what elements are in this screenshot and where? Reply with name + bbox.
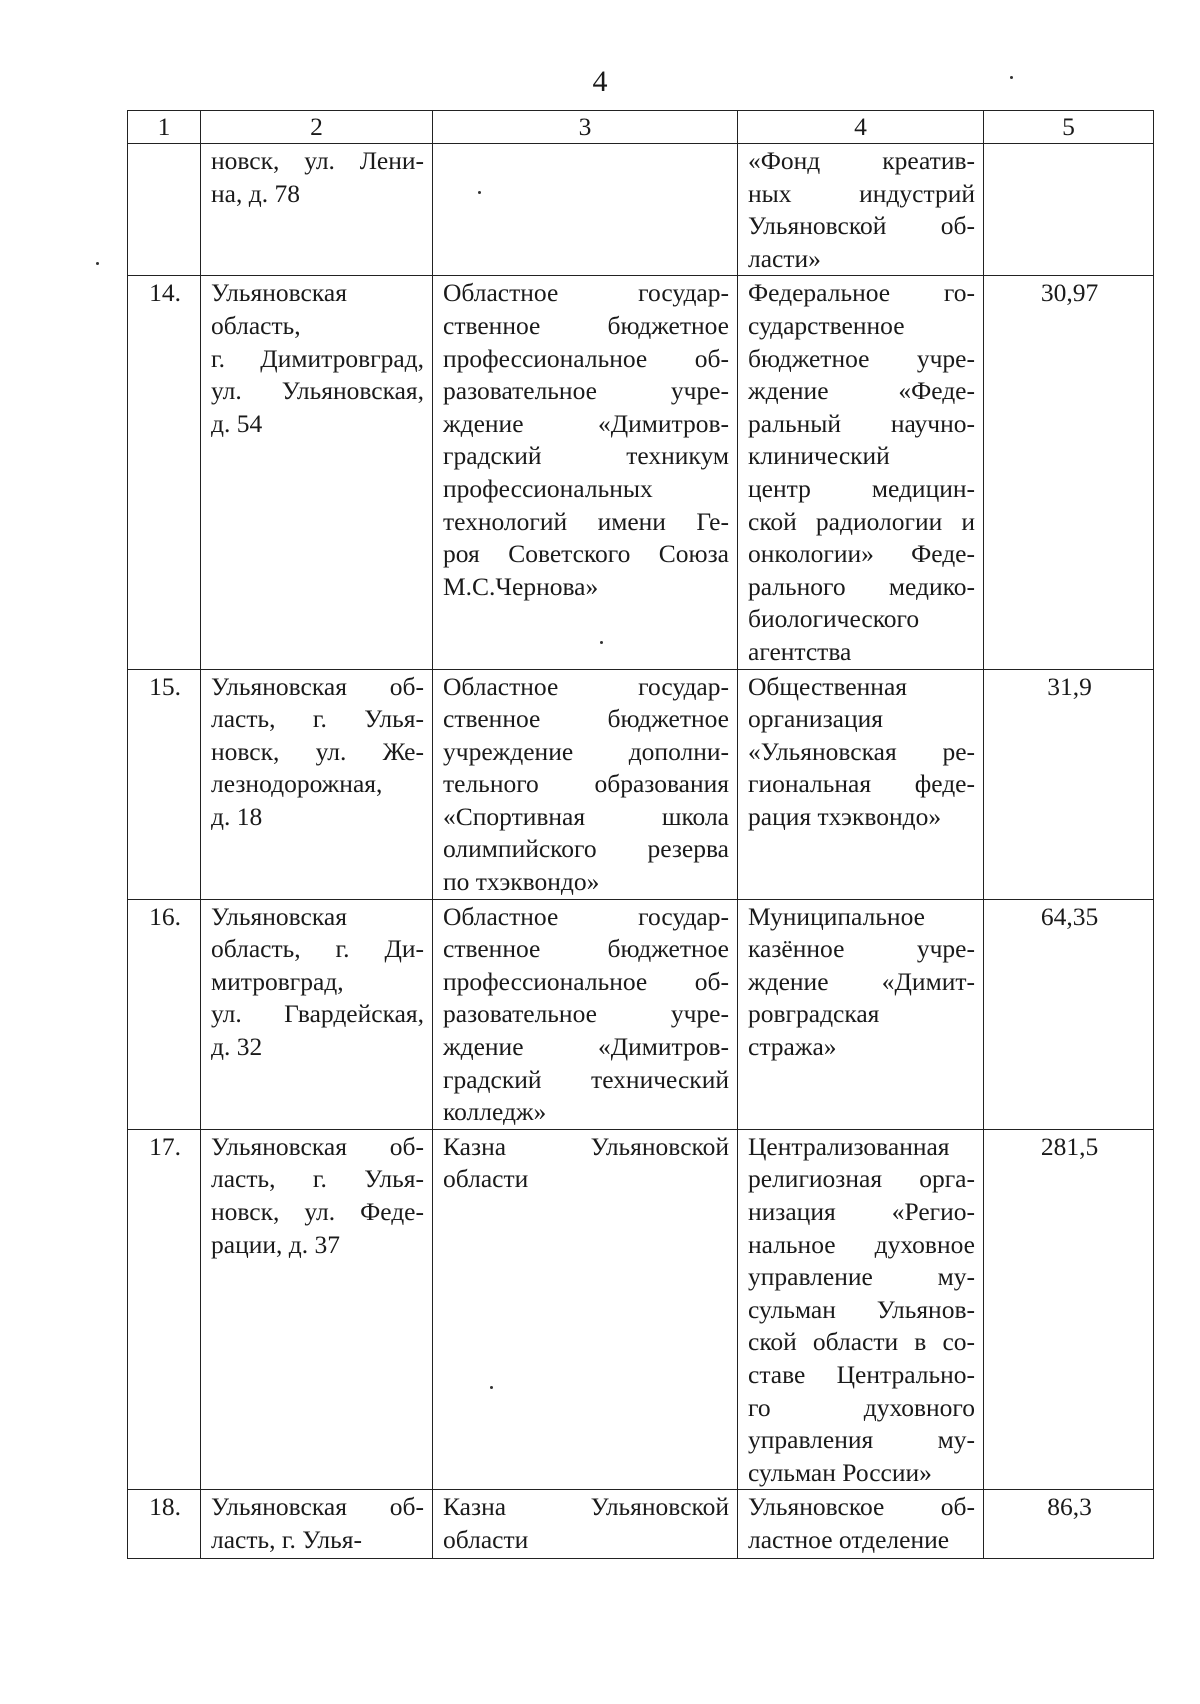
cell-text-line: новск, ул. Лени- xyxy=(211,146,424,175)
cell-text-line: Общественная xyxy=(748,671,907,701)
cell-text-line: Областное государ- xyxy=(443,901,729,931)
cell-text-line: сударственное xyxy=(748,310,905,340)
cell-text-line: «Фонд креатив- xyxy=(748,146,975,175)
cell-text-line: «Ульяновская ре- xyxy=(748,736,975,766)
cell-text-line: Областное государ- xyxy=(443,278,729,308)
cell-text-line: ждение «Димитров- xyxy=(443,408,729,438)
cell-text-line: управление му- xyxy=(748,1262,975,1292)
cell-text-line: «Спортивная школа xyxy=(443,801,729,831)
table-body xyxy=(128,144,1154,1559)
row-number: 18. xyxy=(149,1492,181,1522)
cell-text-line: д. 32 xyxy=(211,1032,263,1062)
cell-text-line: ных индустрий xyxy=(748,178,975,208)
cell-text-line: ждение «Димитров- xyxy=(443,1032,729,1062)
cell-text-line: ственное бюджетное xyxy=(443,934,729,964)
cell-text-line: Областное государ- xyxy=(443,671,729,701)
recipient-cell xyxy=(738,144,984,276)
cell-text-line: агентства xyxy=(748,636,852,666)
row-number: 14. xyxy=(149,278,181,308)
address-cell xyxy=(201,276,433,669)
holder-cell xyxy=(433,669,738,899)
area-value: 86,3 xyxy=(1047,1492,1092,1522)
cell-text-line: по тхэквондо» xyxy=(443,867,600,897)
column-header: 1 xyxy=(128,111,201,144)
cell-text-line: управления му- xyxy=(748,1425,975,1455)
recipient-cell xyxy=(738,899,984,1129)
cell-text-line: ул. Гвардейская, xyxy=(211,999,424,1029)
column-header: 4 xyxy=(738,111,984,144)
cell-text-line: ральный научно- xyxy=(748,408,975,438)
cell-text-line: ственное бюджетное xyxy=(443,704,729,734)
cell-text-line: Ульяновское об- xyxy=(748,1492,975,1522)
recipient-cell xyxy=(738,669,984,899)
address-cell xyxy=(201,1129,433,1490)
cell-text-line: Федеральное го- xyxy=(748,278,975,308)
cell-text-line: ласть, г. Улья- xyxy=(211,704,424,734)
cell-text-line: организация xyxy=(748,704,883,734)
row-number-cell xyxy=(128,1490,201,1559)
row-number-cell xyxy=(128,1129,201,1490)
cell-text-line: разовательное учре- xyxy=(443,376,729,406)
cell-text-line: ждение «Димит- xyxy=(748,966,975,996)
cell-text-line: области xyxy=(443,1164,529,1194)
cell-text-line: сульман Ульянов- xyxy=(748,1294,975,1324)
cell-text-line: новск, ул. Же- xyxy=(211,736,424,766)
cell-text-line: ластное отделение xyxy=(748,1524,950,1554)
cell-text-line: ской радиологии и xyxy=(748,506,975,536)
table-header-row xyxy=(128,111,1154,144)
table-row xyxy=(128,669,1154,899)
table-row xyxy=(128,276,1154,669)
row-number: 16. xyxy=(149,901,181,931)
area-cell xyxy=(984,276,1154,669)
table-row xyxy=(128,1129,1154,1490)
area-value: 31,9 xyxy=(1047,671,1092,701)
cell-text-line: ровградская xyxy=(748,999,880,1029)
cell-text-line: олимпийского резерва xyxy=(443,834,729,864)
address-cell xyxy=(201,669,433,899)
row-number-cell xyxy=(128,276,201,669)
cell-text-line: рации, д. 37 xyxy=(211,1229,340,1259)
recipient-cell xyxy=(738,276,984,669)
cell-text-line: М.С.Чернова» xyxy=(443,571,599,601)
row-number-cell xyxy=(128,144,201,276)
holder-cell xyxy=(433,1129,738,1490)
property-table xyxy=(127,110,1154,1559)
cell-text-line: д. 54 xyxy=(211,408,263,438)
cell-text-line: д. 18 xyxy=(211,801,263,831)
table-row xyxy=(128,899,1154,1129)
cell-text-line: Ульяновская об- xyxy=(211,1131,424,1161)
cell-text-line: учреждение дополни- xyxy=(443,736,729,766)
cell-text-line: Ульяновская об- xyxy=(211,1492,424,1522)
area-cell xyxy=(984,899,1154,1129)
column-header: 2 xyxy=(201,111,433,144)
cell-text-line: ласти» xyxy=(748,243,821,273)
holder-cell xyxy=(433,1490,738,1559)
cell-text-line: стража» xyxy=(748,1032,837,1062)
cell-text-line: колледж» xyxy=(443,1097,547,1127)
cell-text-line: митровград, xyxy=(211,966,344,996)
area-value: 281,5 xyxy=(1040,1131,1099,1161)
cell-text-line: ласть, г. Улья- xyxy=(211,1524,362,1554)
area-cell xyxy=(984,1129,1154,1490)
cell-text-line: ждение «Феде- xyxy=(748,376,975,406)
cell-text-line: рального медико- xyxy=(748,571,975,601)
cell-text-line: ласть, г. Улья- xyxy=(211,1164,424,1194)
row-number-cell xyxy=(128,669,201,899)
holder-cell xyxy=(433,276,738,669)
cell-text-line: ственное бюджетное xyxy=(443,310,729,340)
cell-text-line: тельного образования xyxy=(443,769,729,799)
recipient-cell xyxy=(738,1129,984,1490)
holder-cell xyxy=(433,899,738,1129)
cell-text-line: г. Димитровград, xyxy=(211,343,424,373)
address-cell xyxy=(201,144,433,276)
cell-text-line: области xyxy=(443,1524,529,1554)
cell-text-line: го духовного xyxy=(748,1392,975,1422)
area-cell xyxy=(984,1490,1154,1559)
cell-text-line: ской области в со- xyxy=(748,1327,975,1357)
page-number: 4 xyxy=(592,65,608,98)
area-cell xyxy=(984,144,1154,276)
cell-text-line: область, xyxy=(211,310,301,340)
cell-text-line: Муниципальное xyxy=(748,901,925,931)
table-row xyxy=(128,1490,1154,1559)
scan-speck xyxy=(1010,76,1013,79)
scan-speck xyxy=(96,262,99,265)
cell-text-line: ул. Ульяновская, xyxy=(211,376,424,406)
cell-text-line: казённое учре- xyxy=(748,934,975,964)
address-cell xyxy=(201,899,433,1129)
area-cell xyxy=(984,669,1154,899)
area-value: 30,97 xyxy=(1040,278,1099,308)
cell-text-line: Казна Ульяновской xyxy=(443,1492,729,1522)
cell-text-line: Ульяновской об- xyxy=(748,211,975,241)
cell-text-line: биологического xyxy=(748,604,920,634)
cell-text-line: гиональная феде- xyxy=(748,769,975,799)
cell-text-line: Централизованная xyxy=(748,1131,950,1161)
cell-text-line: рация тхэквондо» xyxy=(748,801,942,831)
cell-text-line: область, г. Ди- xyxy=(211,934,424,964)
cell-text-line: градский техникум xyxy=(443,441,729,471)
cell-text-line: нальное духовное xyxy=(748,1229,975,1259)
cell-text-line: профессиональное об- xyxy=(443,966,729,996)
cell-text-line: профессиональное об- xyxy=(443,343,729,373)
cell-text-line: профессиональных xyxy=(443,473,653,503)
row-number: 15. xyxy=(149,671,181,701)
cell-text-line: новск, ул. Феде- xyxy=(211,1197,424,1226)
cell-text-line: религиозная орга- xyxy=(748,1164,975,1194)
row-number: 17. xyxy=(149,1131,181,1161)
table-row xyxy=(128,144,1154,276)
cell-text-line: лезнодорожная, xyxy=(211,769,383,799)
cell-text-line: клинический xyxy=(748,441,890,471)
area-value: 64,35 xyxy=(1040,901,1099,931)
cell-text-line: центр медицин- xyxy=(748,473,975,503)
cell-text-line: бюджетное учре- xyxy=(748,343,975,373)
cell-text-line: технологий имени Ге- xyxy=(443,506,729,536)
cell-text-line: ставе Центрально- xyxy=(748,1359,975,1389)
cell-text-line: сульман России» xyxy=(748,1457,932,1487)
cell-text-line: градский технический xyxy=(443,1064,729,1094)
row-number-cell xyxy=(128,899,201,1129)
address-cell xyxy=(201,1490,433,1559)
cell-text-line: роя Советского Союза xyxy=(443,539,729,569)
cell-text-line: Казна Ульяновской xyxy=(443,1131,729,1161)
column-header: 5 xyxy=(984,111,1154,144)
column-header: 3 xyxy=(433,111,738,144)
cell-text-line: Ульяновская xyxy=(211,278,347,308)
cell-text-line: на, д. 78 xyxy=(211,178,300,208)
holder-cell xyxy=(433,144,738,276)
cell-text-line: Ульяновская об- xyxy=(211,671,424,701)
cell-text-line: разовательное учре- xyxy=(443,999,729,1029)
cell-text-line: онкологии» Феде- xyxy=(748,539,975,569)
cell-text-line: низация «Регио- xyxy=(748,1197,975,1226)
cell-text-line: Ульяновская xyxy=(211,901,347,931)
recipient-cell xyxy=(738,1490,984,1559)
